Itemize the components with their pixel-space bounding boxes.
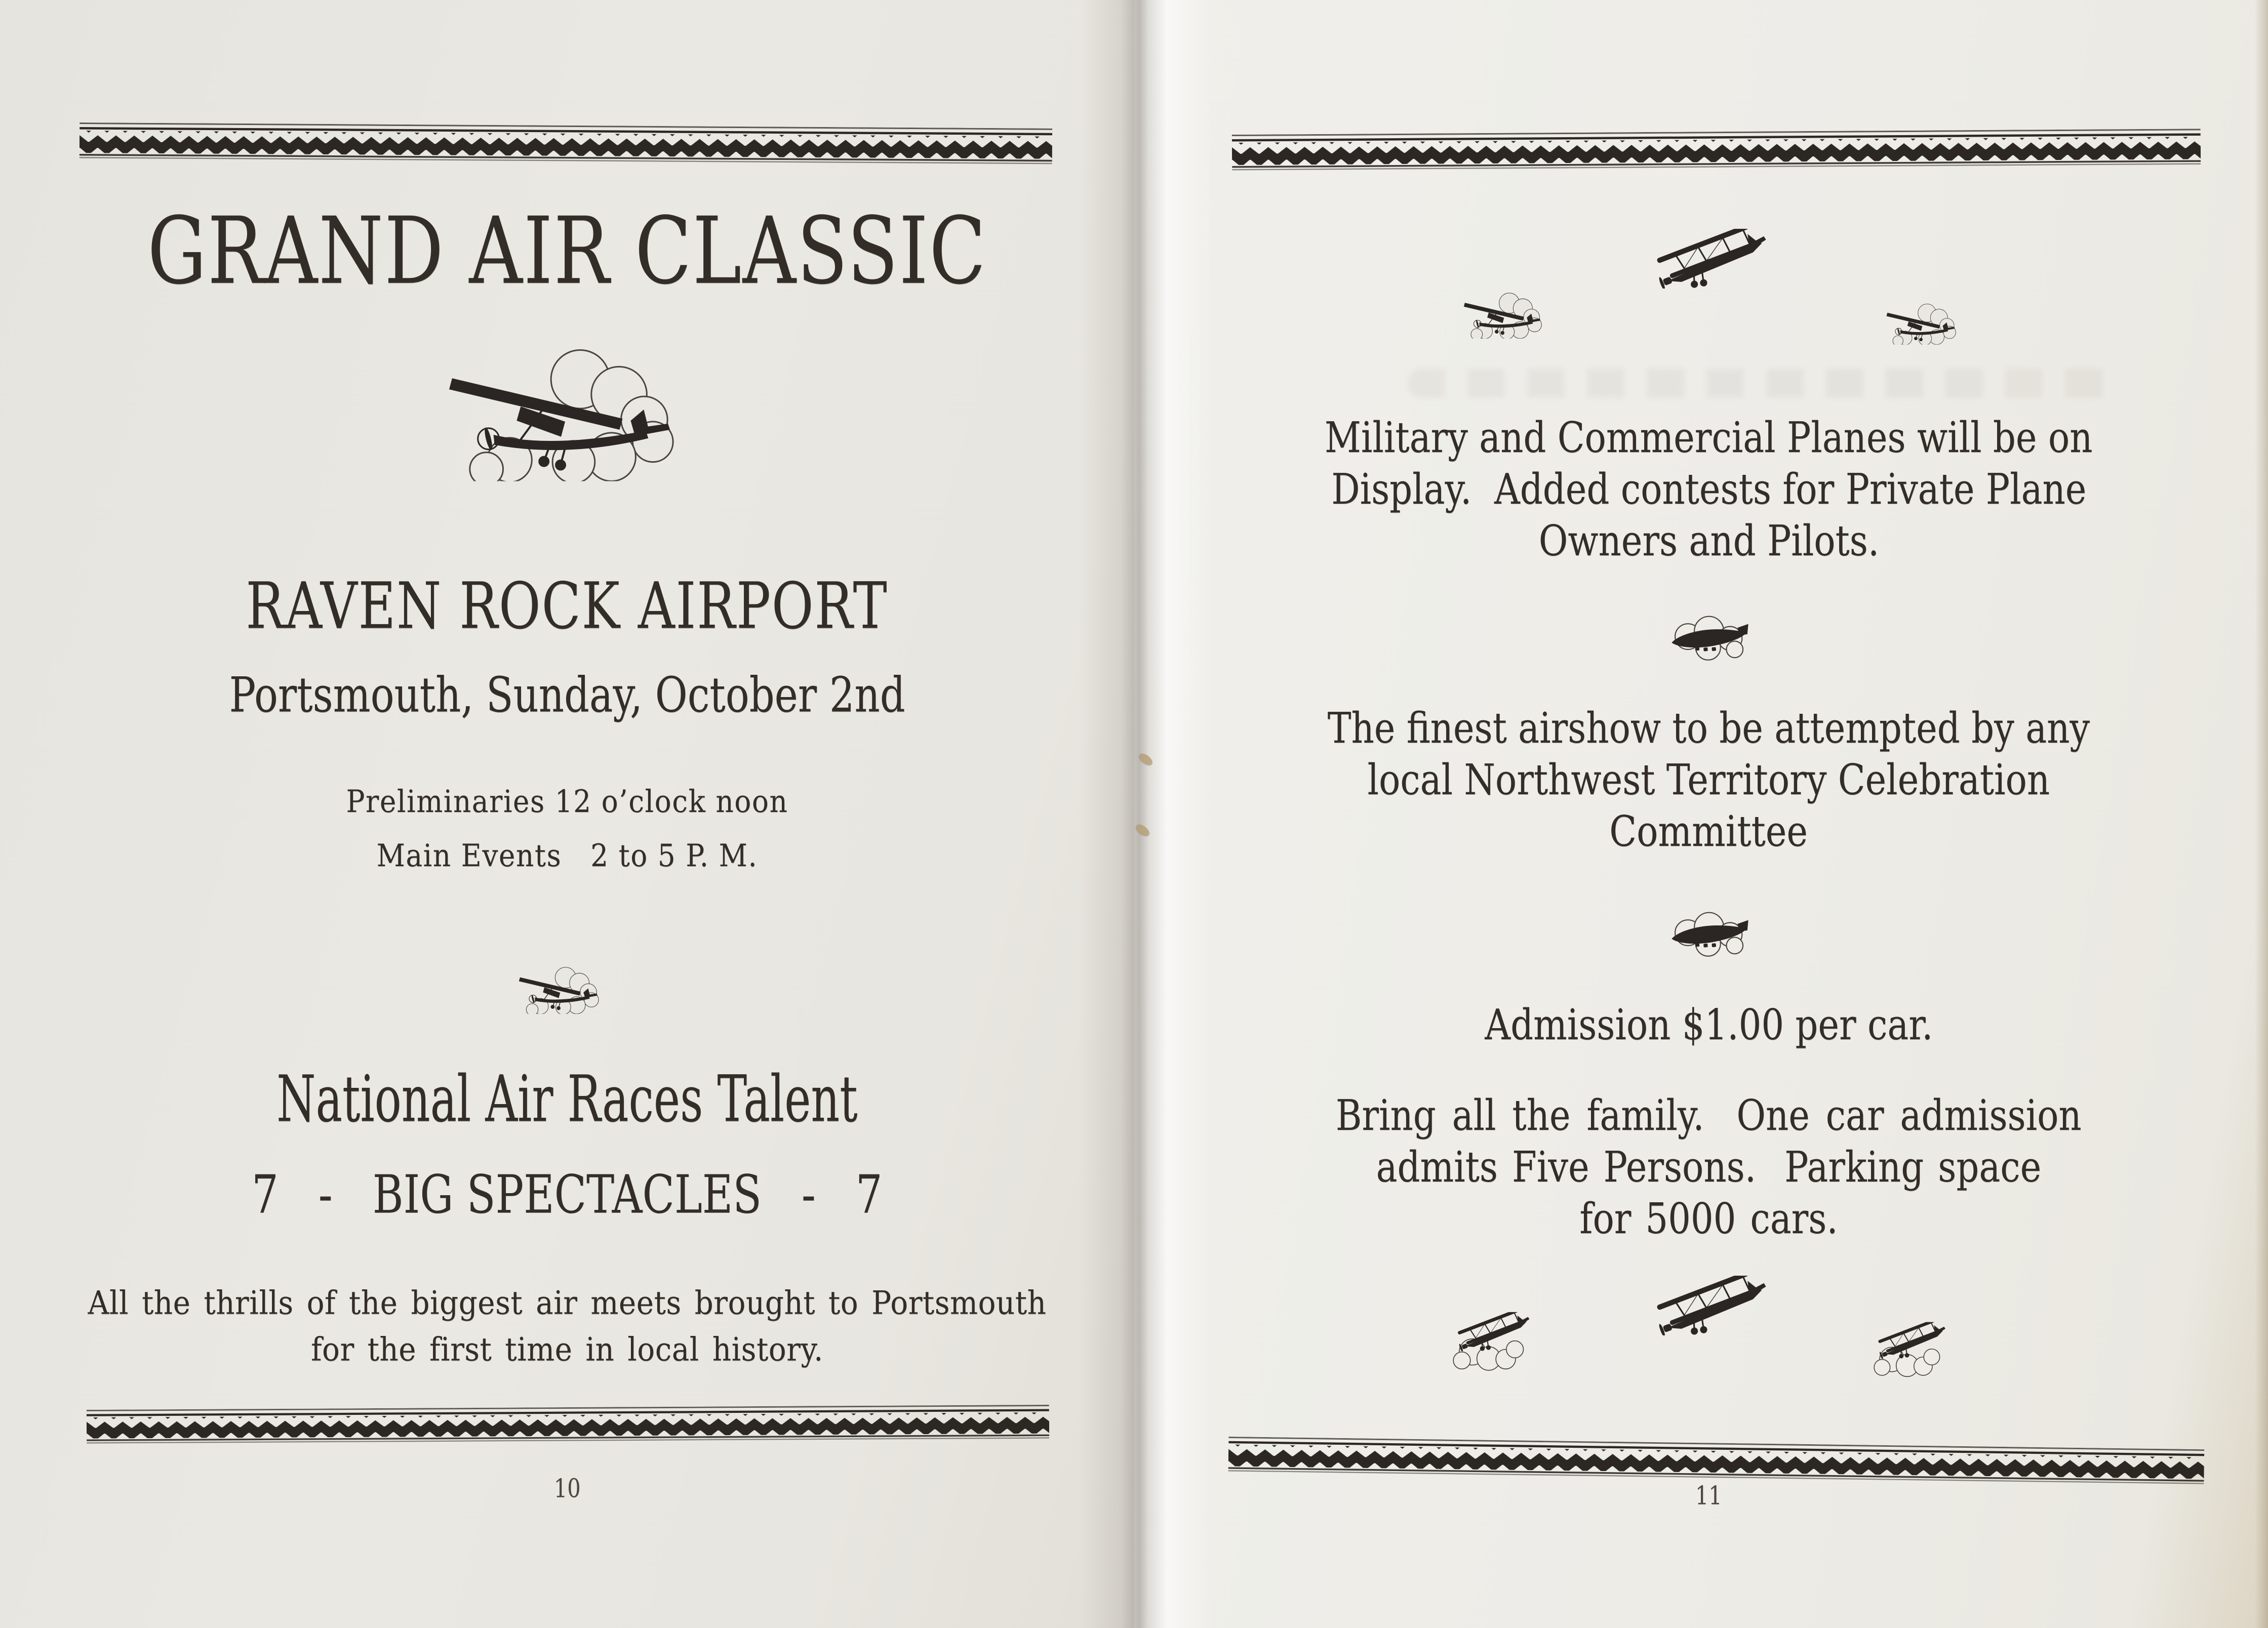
- display-text-3: Owners and Pilots.: [1538, 516, 1879, 566]
- paragraph-family-line1: [1142, 1087, 2268, 1141]
- date-line: [0, 667, 1134, 723]
- paragraph-display: [1142, 409, 2268, 564]
- paragraph-airshow-line3: [1142, 803, 2268, 857]
- venue-heading: [0, 569, 1134, 643]
- monoplane-cloud-divider-illustration: [518, 952, 604, 1028]
- page-number-right: [1142, 1480, 2268, 1511]
- date-text: Portsmouth, Sunday, October 2nd: [229, 667, 905, 723]
- airshow-text-3: Committee: [1609, 807, 1808, 857]
- right-page: [1134, 0, 2268, 1628]
- venue-text: RAVEN ROCK AIRPORT: [246, 569, 889, 643]
- deco-border-bottom-left: [87, 1405, 1049, 1444]
- biplane-illustration-top: [1651, 227, 1771, 291]
- tagline-text-1: All the thrills of the biggest air meets brought to Portsmouth: [88, 1284, 1047, 1322]
- page-edge-shadow: [2255, 0, 2268, 1628]
- family-text-1: Bring all the family. One car admission: [1336, 1091, 2082, 1141]
- paragraph-family-line2: [1142, 1138, 2268, 1190]
- tagline-line-2: [0, 1330, 1134, 1368]
- spectacles-text: 7 - BIG SPECTACLES - 7: [252, 1164, 883, 1226]
- page-number-left: [0, 1473, 1134, 1503]
- paragraph-airshow-line1: [1142, 700, 2268, 751]
- deco-border-top-right: [1232, 129, 2201, 171]
- airship-cloud-divider-2: [1666, 909, 1753, 957]
- talent-text: National Air Races Talent: [276, 1062, 858, 1136]
- deco-border-bottom-right: [1228, 1437, 2205, 1485]
- paragraph-display-line3: [1142, 512, 2268, 564]
- paragraph-airshow: [1142, 700, 2268, 857]
- schedule-text-2: Main Events 2 to 5 P. M.: [376, 838, 758, 874]
- schedule-line-preliminaries: [0, 784, 1134, 820]
- paragraph-airshow-line2: [1142, 751, 2268, 803]
- paragraph-display-line2: [1142, 461, 2268, 512]
- biplane-cloud-illustration-bottom-left: [1451, 1310, 1536, 1374]
- page-title-text: GRAND AIR CLASSIC: [147, 197, 987, 305]
- admission-text: Admission $1.00 per car.: [1484, 1001, 1933, 1050]
- biplane-cloud-illustration-bottom-right: [1871, 1320, 1952, 1380]
- family-text-3: for 5000 cars.: [1579, 1194, 1838, 1244]
- display-text-1: Military and Commercial Planes will be on: [1325, 413, 2093, 463]
- page-number-right-text: 11: [1695, 1480, 1722, 1511]
- paragraph-family-line3: [1142, 1190, 2268, 1242]
- schedule-text-1: Preliminaries 12 o’clock noon: [346, 784, 788, 820]
- display-text-2: Display. Added contests for Private Plane: [1331, 465, 2087, 514]
- print-show-through-smudge: [1408, 369, 2117, 398]
- paragraph-display-line1: [1142, 409, 2268, 461]
- tagline-line-1: [0, 1284, 1134, 1322]
- monoplane-clouds-illustration: [445, 344, 687, 482]
- admission-line: [1142, 1001, 2268, 1050]
- monoplane-cloud-illustration-top-right: [1885, 294, 1960, 353]
- monoplane-cloud-illustration-top-left: [1462, 287, 1546, 343]
- family-text-2: admits Five Persons. Parking space: [1376, 1143, 2042, 1192]
- page-title: [0, 197, 1134, 305]
- talent-heading: [0, 1062, 1134, 1136]
- schedule-line-main-events: [0, 838, 1134, 874]
- deco-border-top-left: [79, 123, 1052, 165]
- biplane-illustration-bottom: [1651, 1274, 1771, 1337]
- spectacles-line: [0, 1164, 1134, 1226]
- page-number-left-text: 10: [553, 1473, 581, 1503]
- airshow-text-1: The finest airshow to be attempted by any: [1327, 704, 2090, 753]
- tagline-text-2: for the first time in local history.: [311, 1330, 823, 1368]
- airship-cloud-divider-1: [1666, 613, 1753, 661]
- paragraph-family: [1142, 1087, 2268, 1242]
- airshow-text-2: local Northwest Territory Celebration: [1367, 755, 2050, 805]
